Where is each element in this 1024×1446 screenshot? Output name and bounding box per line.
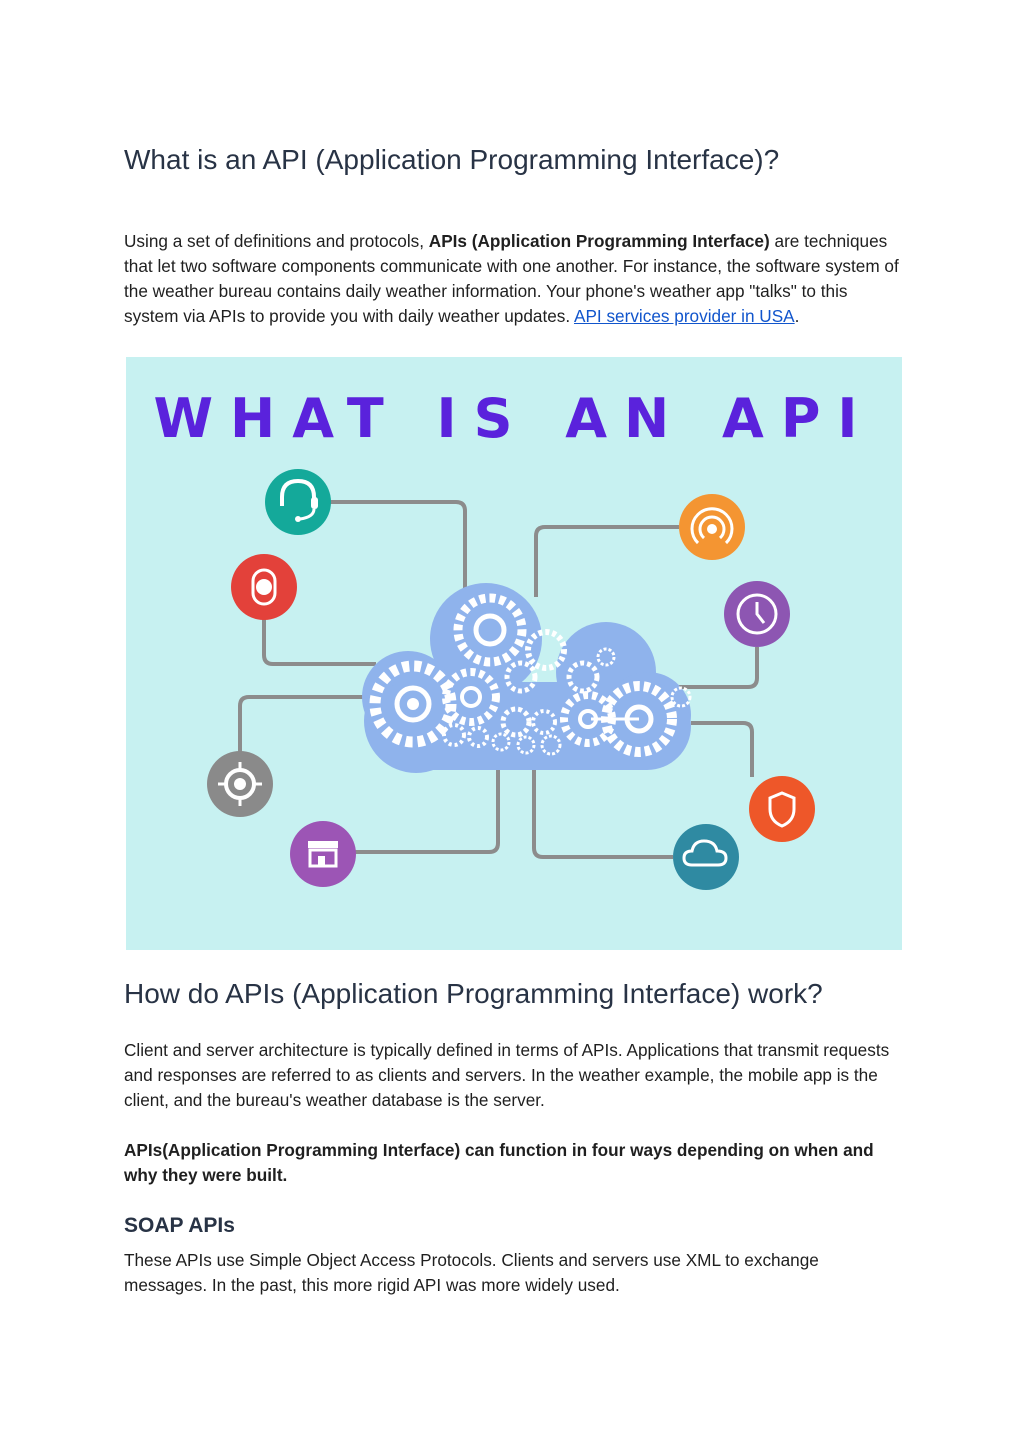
headset-icon — [265, 469, 331, 535]
store-icon — [290, 821, 356, 887]
target-icon — [207, 751, 273, 817]
figure-heading: WHAT IS AN API — [153, 387, 875, 450]
clock-icon — [724, 581, 790, 647]
intro-end: . — [794, 306, 800, 326]
intro-paragraph — [124, 229, 904, 329]
toggle-icon — [231, 554, 297, 620]
broadcast-icon — [679, 494, 745, 560]
page-title: What is an API (Application Programming Interface)? — [124, 144, 780, 175]
api-illustration — [126, 357, 902, 950]
how-apis-work-paragraph: Client and server architecture is typically defined in terms of APIs. Applications that transmit requests and responses are referred to as clients and servers. In the weather example, the mobile app is the client, and the bureau's weather database is the server. — [124, 1040, 890, 1110]
section-heading-how-apis-work: How do APIs (Application Programming Interface) work? — [124, 978, 823, 1009]
four-ways-paragraph: APIs(Application Programming Interface) can function in four ways depending on when and why they were built. — [124, 1140, 874, 1185]
soap-apis-paragraph: These APIs use Simple Object Access Protocols. Clients and servers use XML to exchange messages. In the past, this more rigid API was more widely used. — [124, 1250, 819, 1295]
intro-lead: Using a set of definitions and protocols, — [124, 231, 429, 251]
cloud-icon — [673, 824, 739, 890]
intro-rest: are techniques that let two software components communicate with one another. For instance, the software system of the weather bureau contains daily weather information. Your phone's weather app "talks" to this system via APIs to provide you with daily weather updates. — [124, 231, 899, 326]
intro-bold: APIs (Application Programming Interface) — [428, 231, 770, 251]
shield-icon — [749, 776, 815, 842]
api-provider-link[interactable]: API services provider in USA — [573, 306, 795, 326]
section-heading-soap-apis: SOAP APIs — [124, 1214, 235, 1237]
